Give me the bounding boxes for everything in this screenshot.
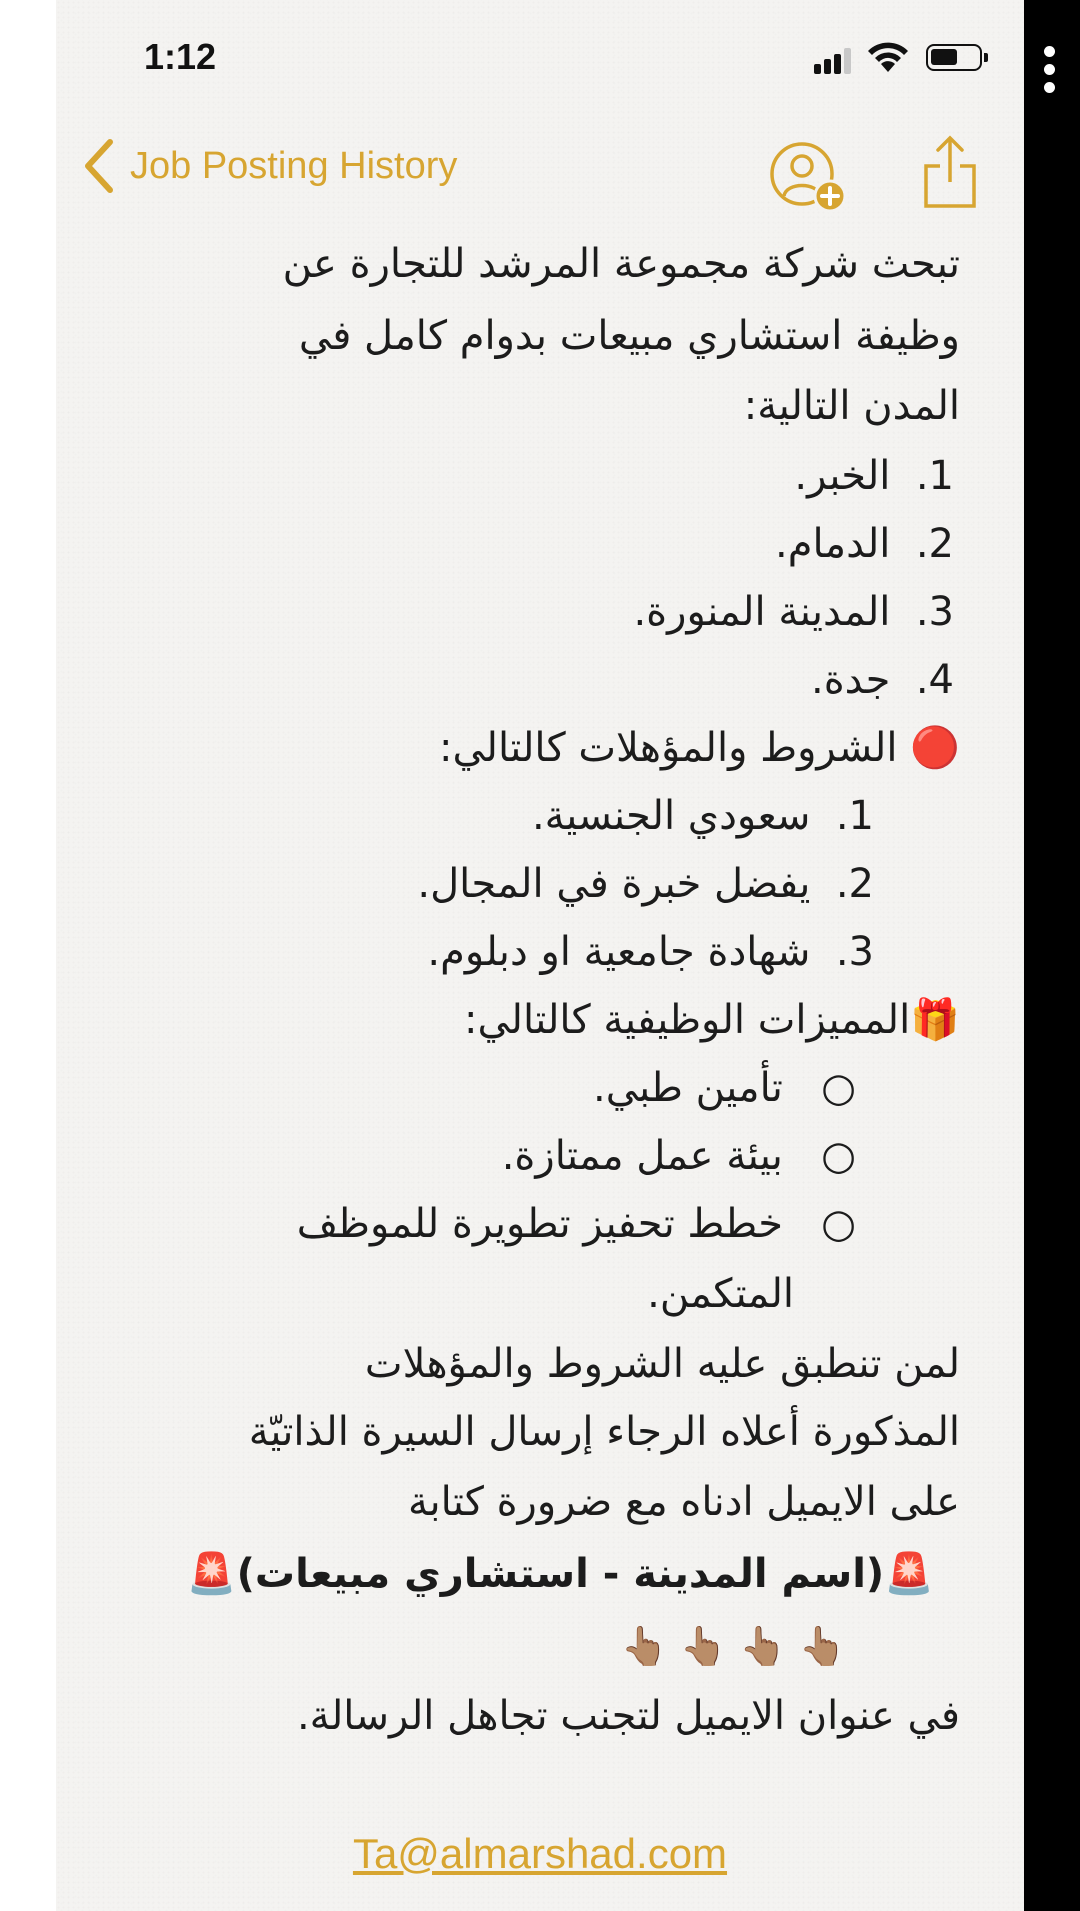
benefit-list-item xyxy=(593,1056,856,1120)
final-line: في عنوان الايميل لتجنب تجاهل الرسالة. xyxy=(296,1693,960,1739)
back-button-label: Job Posting History xyxy=(130,144,458,187)
benefit-continuation: المتكمن. xyxy=(647,1271,794,1317)
back-button[interactable] xyxy=(80,134,457,198)
requirement-text: يفضل خبرة في المجال. xyxy=(417,861,811,907)
benefit-list-item xyxy=(502,1124,856,1188)
red-circle-icon: 🔴 xyxy=(910,725,960,771)
list-number: 2. xyxy=(835,861,874,907)
benefits-heading-text: المميزات الوظيفية كالتالي: xyxy=(463,997,911,1043)
email-subject-text: (اسم المدينة - استشاري مبيعات) xyxy=(236,1551,885,1597)
phone-screen xyxy=(56,0,1024,1911)
benefits-heading xyxy=(464,988,960,1052)
list-number: 4. xyxy=(915,657,954,703)
navigation-bar xyxy=(56,120,1024,220)
chevron-left-icon xyxy=(80,136,120,196)
city-list-item xyxy=(775,512,954,576)
add-person-icon[interactable] xyxy=(764,136,850,216)
closing-line: المذكورة أعلاه الرجاء إرسال السيرة الذاتيّة xyxy=(248,1409,960,1455)
requirements-heading-text: الشروط والمؤهلات كالتالي: xyxy=(438,725,898,771)
benefit-text: تأمين طبي. xyxy=(592,1065,783,1111)
list-number: 3. xyxy=(835,929,874,975)
closing-line: على الايميل ادناه مع ضرورة كتابة xyxy=(408,1479,960,1525)
email-subject-line xyxy=(187,1542,934,1606)
city-name: الدمام. xyxy=(775,521,891,567)
gift-icon: 🎁 xyxy=(910,997,960,1043)
list-number: 1. xyxy=(835,793,874,839)
email-link[interactable]: Ta@almarshad.com xyxy=(352,1830,728,1877)
battery-icon xyxy=(926,44,982,71)
requirements-heading xyxy=(439,716,960,780)
list-number: 1. xyxy=(915,453,954,499)
city-name: المدينة المنورة. xyxy=(633,589,891,635)
list-number: 3. xyxy=(915,589,954,635)
siren-icon: 🚨 xyxy=(186,1551,237,1597)
status-time: 1:12 xyxy=(144,36,217,77)
right-edge-bar xyxy=(1024,0,1080,1911)
bullet-icon: ○ xyxy=(821,1133,856,1179)
city-name: جدة. xyxy=(810,657,891,703)
pointing-up-icon: 👆🏽 👆🏽 👆🏽 👆🏽 xyxy=(620,1624,846,1668)
requirement-list-item xyxy=(417,852,874,916)
signal-icon xyxy=(814,46,854,74)
city-list-item xyxy=(633,580,954,644)
share-icon[interactable] xyxy=(922,132,978,210)
benefit-list-item xyxy=(297,1192,856,1256)
siren-icon: 🚨 xyxy=(884,1551,934,1597)
closing-line: لمن تنطبق عليه الشروط والمؤهلات xyxy=(364,1341,960,1387)
wifi-icon xyxy=(866,42,910,74)
city-list-item xyxy=(811,648,954,712)
intro-line: المدن التالية: xyxy=(743,383,960,429)
requirement-text: سعودي الجنسية. xyxy=(531,793,811,839)
intro-line: وظيفة استشاري مبيعات بدوام كامل في xyxy=(298,313,960,359)
city-name: الخبر. xyxy=(794,453,891,499)
bullet-icon: ○ xyxy=(821,1065,856,1111)
benefit-text: بيئة عمل ممتازة. xyxy=(501,1133,783,1179)
intro-line: تبحث شركة مجموعة المرشد للتجارة عن xyxy=(282,241,960,287)
bullet-icon: ○ xyxy=(821,1201,856,1247)
status-bar xyxy=(56,0,1024,110)
list-number: 2. xyxy=(915,521,954,567)
requirement-text: شهادة جامعية او دبلوم. xyxy=(427,929,811,975)
city-list-item xyxy=(794,444,954,508)
requirement-list-item xyxy=(427,920,874,984)
benefit-text: خطط تحفيز تطويرة للموظف xyxy=(296,1201,783,1247)
requirement-list-item xyxy=(532,784,874,848)
